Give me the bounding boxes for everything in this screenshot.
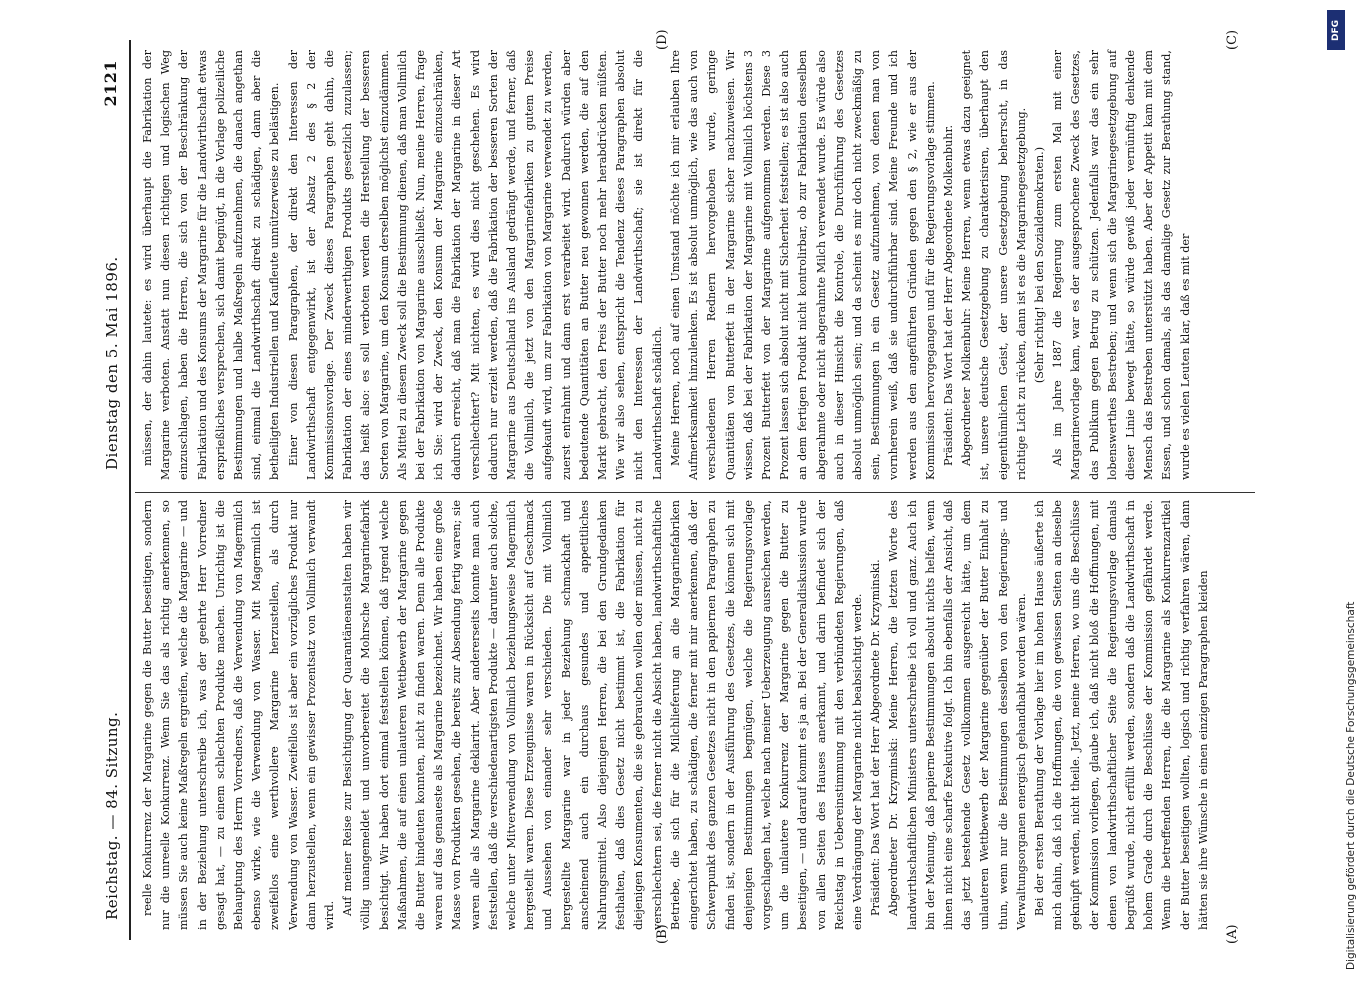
- right-column-paragraph: müssen, der dahin lautete: es wird überhaupt die Fabrikation der Margarine verboten. Anstatt nun diesen richtigen und logischen Weg einzuschlagen, haben die Herren, die sich von der Beschränkung der Fabrikation und des Konsums der Margarine für die Landwirthschaft etwas ersprießliches versprechen, sich damit begnügt, in die Vorlage polizeiliche Bestimmungen und halbe Maßregeln aufzunehmen, die danach angethan sind, einmal die Landwirthschaft direkt zu schädigen, dann aber die betheiligten Industriellen und Kaufleute unnützerweise zu belästigen.: [141, 50, 282, 480]
- header-left: Reichstag. — 84. Sitzung.: [103, 711, 121, 920]
- right-column-paragraph: Einer von diesen Paragraphen, der direkt den Interessen der Landwirthschaft entgegenwirkt, ist der Absatz 2 des § 2 der Kommissionsvorlage. Der Zweck dieses Paragraphen geht dahin, die Fabrikation der eines minderwerthigen Produkts gesetzlich zuzulassen; das heißt also: es soll verboten werden die Herstellung der besseren Sorten von Margarine, um den Konsum derselben möglichst einzudämmen. Als Mittel zu diesem Zweck soll die Bestimmung dienen, daß man Vollmilch bei der Fabrikation von Margarine ausschließt. Nun, meine Herren, frage ich Sie: wird der Zweck, den Konsum der Margarine einzuschränken, dadurch erreicht, daß man die Fabrikation der Margarine in dieser Art verschlechtert? Mit nichten, es wird dies nicht geschehen. Es wird dadurch nur erzielt werden, daß die Fabrikation der besseren Sorten der Margarine aus Deutschland ins Ausland gedrängt werde, und ferner, daß die Vollmilch, die jetzt von den Margarinefabriken zu gutem Preise aufgekauft wird, um zur Fabrikation von Margarine verwendet zu werden, zuerst entrahmt und dann erst verarbeitet wird. Dadurch würden aber bedeutende Quantitäten an Butter neu gewonnen werden, die auf den Markt gebracht, den Preis der Butter noch mehr herabdrücken müßten. Wie wir also sehen, entspricht die Tendenz dieses Paragraphen absolut nicht den Interessen der Landwirthschaft; sie ist direkt für die Landwirthschaft schädlich.: [286, 50, 664, 480]
- left-column-paragraph: Auf meiner Reise zur Besichtigung der Quarantäneanstalten haben wir völlig unangemeldet und unvorbereitet die Mohrsche Margarinefabrik besichtigt. Wir haben dort einmal feststellen können, daß irgend welche Maßnahmen, die auf einen unlauteren Wettbewerb der Margarine gegen die Butter hindeuten konnten, nicht zu finden waren. Denn alle Produkte waren auf das genaueste als Margarine bezeichnet. Wir haben eine große Masse von Produkten gesehen, die bereits zur Absendung fertig waren; sie waren alle als Margarine deklarirt. Aber andererseits konnte man auch feststellen, daß die verschiedenartigsten Produkte — darunter auch solche, welche unter Mitverwendung von Vollmilch beziehungsweise Magermilch hergestellt waren. Diese Erzeugnisse waren in Rücksicht auf Geschmack und Aussehen von einander sehr verschieden. Die mit Vollmilch hergestellte Margarine war in jeder Beziehung schmackhaft und anscheinend auch ein durchaus gesundes und appetitliches Nahrungsmittel. Also diejenigen Herren, die bei den Grundgedanken festhalten, daß dies Gesetz nicht bestimmt ist, die Fabrikation für diejenigen Konsumenten, die sie gebrauchen wollen oder müssen, nicht zu verschlechtern sei, die ferner nicht die Absicht haben, landwirthschaftliche Betriebe, die sich für die Milchlieferung an die Margarinefabriken eingerichtet haben, zu schädigen, die ferner mit mir anerkennen, daß der Schwerpunkt des ganzen Gesetzes nicht in den papiernen Paragraphen zu finden ist, sondern in der Ausführung des Gesetzes, die können sich mit denjenigen Bestimmungen begnügen, welche die Regierungsvorlage vorgeschlagen hat, welche nach meiner Ueberzeugung ausreichen werden, um die unlautere Konkurrenz der Margarine gegen die Butter zu beseitigen, — und darauf kommt es ja an. Bei der Generaldiskussion wurde von allen Seiten des Hauses anerkannt, und darin befindet sich der Reichstag in Uebereinstimmung mit den verbündeten Regierungen, daß eine Verdrängung der Margarine nicht beabsichtigt werde.: [341, 500, 864, 930]
- right-column-paragraph: Abgeordneter Molkenbuhr: Meine Herren, wenn etwas dazu geeignet ist, unsere deutsche Gesetzgebung zu charakterisiren, überhaupt den eigenthümlichen Geist, der unsere Gesetzgebung beherrscht, in das richtige Licht zu rücken, dann ist es die Margarinegesetzgebung.: [960, 50, 1028, 480]
- dfg-credit-text: Digitalisierung gefördert durch die Deutsche Forschungsgemeinschaft: [1345, 601, 1357, 970]
- column-divider: [135, 492, 1255, 493]
- right-column-paragraph: Meine Herren, noch auf einen Umstand möchte ich mir erlauben Ihre Aufmerksamkeit hinzulenken. Es ist absolut unmöglich, wie das auch von verschiedenen Herren Rednern hervorgehoben wurde, geringe Quantitäten von Butterfett in der Margarine sicher nachzuweisen. Wir wissen, daß bei der Fabrikation der Margarine mit Vollmilch höchstens 3 Prozent Butterfett von der Margarine aufgenommen werden. Diese 3 Prozent lassen sich absolut nicht mit Sicherheit feststellen; es ist also auch an dem fertigen Produkt nicht kontrolirbar, ob zur Fabrikation desselben abgerahmte oder nicht abgerahmte Milch verwendet wurde. Es würde also auch in dieser Hinsicht die Kontrole, die Durchführung des Gesetzes absolut unmöglich sein; und da scheint es mir doch nicht zweckmäßig zu sein, Bestimmungen in ein Gesetz aufzunehmen, von denen man von vornherein weiß, daß sie undurchführbar sind. Meine Freunde und ich werden aus den angeführten Gründen gegen den § 2, wie er aus der Kommission hervorgegangen und für die Regierungsvorlage stimmen.: [668, 50, 937, 480]
- left-column: [139, 500, 1259, 930]
- margin-marker-d: (D): [655, 29, 670, 50]
- left-column-paragraph: reelle Konkurrenz der Margarine gegen die Butter beseitigen, sondern nur die unreelle Konkurrenz. Wenn Sie das als richtig anerkennen, so müssen Sie auch keine Maßregeln ergreifen, welche die Margarine — und in der Beziehung unterschreibe ich, was der geehrte Herr Vorredner gesagt hat, — zu einem schlechten Produkte machen. Unrichtig ist die Behauptung des Herrn Vorredners, daß die Verwendung von Magermilch ebenso wirke, wie die Verwendung von Wasser. Mit Magermilch ist zweifellos eine werthvollere Margarine herzustellen, als durch Verwendung von Wasser. Zweifellos ist aber ein vorzügliches Produkt nur dann herzustellen, wenn ein gewisser Prozentsatz von Vollmilch verwandt wird.: [141, 500, 337, 930]
- running-header: [95, 40, 131, 940]
- margin-marker-c: (C): [1225, 29, 1240, 50]
- header-date: Dienstag den 5. Mai 1896.: [103, 256, 121, 470]
- margin-marker-a: (A): [1225, 924, 1240, 944]
- header-rule: [129, 40, 131, 940]
- dfg-credit-strip: [1325, 10, 1357, 990]
- dfg-logo: DFG: [1327, 10, 1345, 50]
- rotated-page-content: [95, 29, 1275, 944]
- left-column-paragraph: Abgeordneter Dr. Krzyminski: Meine Herren, die letzten Worte des landwirthschaftlichen Ministers unterschreibe ich voll und ganz. Auch ich bin der Meinung, daß papierne Bestimmungen absolut nichts helfen, wenn ihnen nicht eine scharfe Exekutive folgt. Ich bin ebenfalls der Ansicht, daß das jetzt bestehende Gesetz vollkommen ausgereicht hätte, um dem unlauteren Wettbewerb der Margarine gegenüber der Butter Einhalt zu thun, wenn nur die Bestimmungen desselben von den Regierungs- und Verwaltungsorganen energisch gehandhabt worden wären.: [887, 500, 1028, 930]
- right-column-paragraph: Präsident: Das Wort hat der Herr Abgeordnete Molkenbuhr.: [941, 124, 955, 466]
- margin-marker-b: (B): [655, 924, 670, 944]
- page-number: 2121: [101, 60, 120, 107]
- left-column-paragraph: Bei der ersten Berathung der Vorlage hier im hohen Hause äußerte ich mich dahin, daß ich die Hoffnungen, die von gewissen Seiten an dieselbe geknüpft werden, nicht theile. Jetzt, meine Herren, wo uns die Beschlüsse der Kommission vorliegen, glaube ich, daß nicht bloß die Hoffnungen, mit denen von landwirthschaftlicher Seite die Regierungsvorlage damals begrüßt wurde, nicht erfüllt werden, sondern daß die Landwirthschaft in hohem Grade durch die Beschlüsse der Kommission gefährdet werde. Wenn die betreffenden Herren, die die Margarine als Konkurrenzartikel der Butter beseitigen wollten, logisch und richtig verfahren wären, dann hätten sie ihre Wünsche in einen einzigen Paragraphen kleiden: [1032, 500, 1210, 930]
- right-column: [139, 50, 1259, 480]
- right-column-paragraph: (Sehr richtig! bei den Sozialdemokraten.): [1032, 146, 1046, 384]
- right-column-paragraph: Als im Jahre 1887 die Regierung zum ersten Mal mit einer Margarinevorlage kam, war es der ausgesprochene Zweck des Gesetzes, das Publikum gegen Betrug zu schützen. Jedenfalls war das ein sehr lobenswerthes Bestreben; und wenn sich die Margarinegesetzgebung auf dieser Linie bewegt hätte, so würde gewiß jeder vernünftig denkende Mensch das Bestreben unterstützt haben. Aber der Appetit kam mit dem Essen, und schon damals, als das damalige Gesetz zur Berathung stand, wurde es vielen Leuten klar, daß es mit der: [1051, 50, 1192, 480]
- left-column-paragraph: Präsident: Das Wort hat der Herr Abgeordnete Dr. Krzyminski.: [869, 559, 883, 916]
